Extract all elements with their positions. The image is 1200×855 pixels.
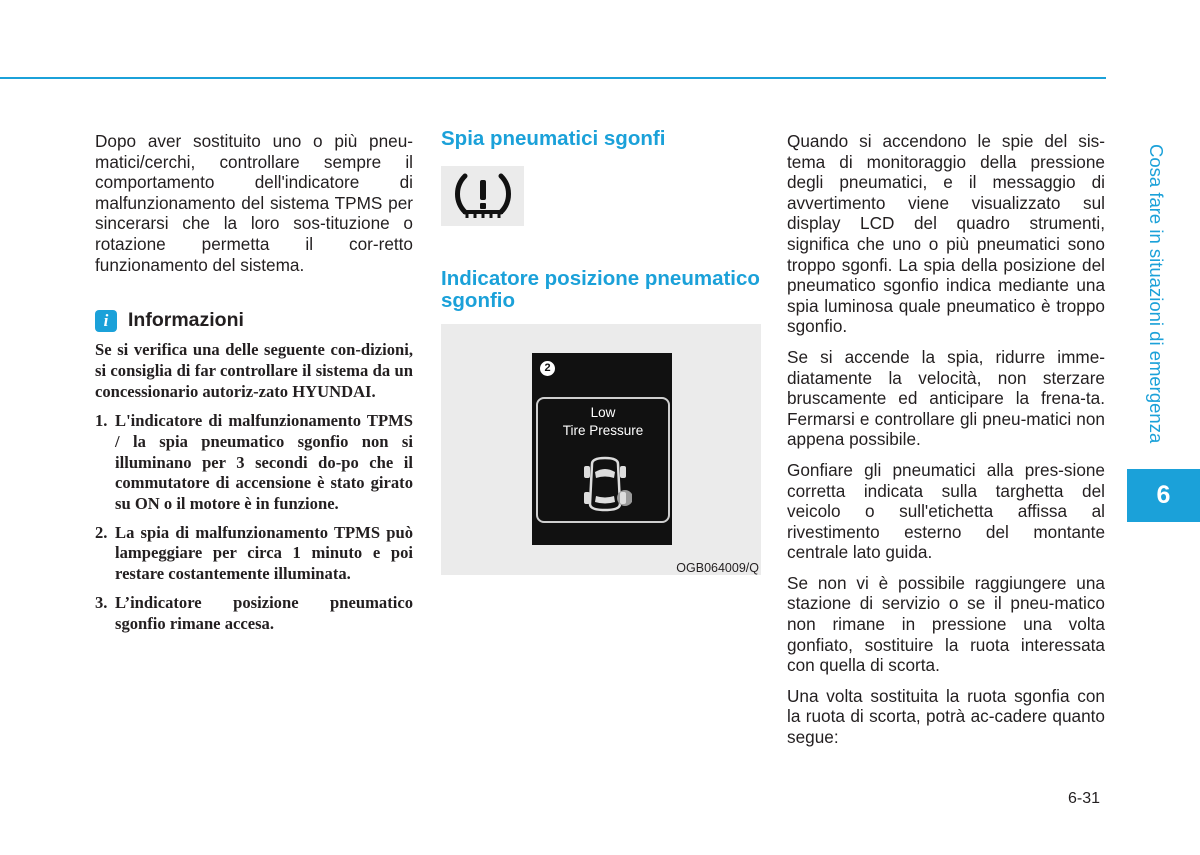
chapter-number-tab: 6: [1127, 469, 1200, 522]
page-number: 6-31: [1068, 790, 1101, 807]
list-item: [95, 523, 413, 585]
column-left: [95, 131, 413, 642]
info-list: [95, 411, 413, 634]
header-rule: [0, 77, 1106, 79]
car-top-view-icon: [578, 456, 632, 512]
lcd-display: [532, 353, 672, 545]
column-right: [787, 131, 1105, 758]
column-middle: [441, 128, 761, 575]
section-title-low-tire-light: Spia pneumatici sgonfi: [441, 127, 666, 150]
figure-code: OGB064009/Q: [676, 561, 759, 575]
warning-icon-box: [441, 166, 524, 226]
callout-badge: 2: [540, 361, 555, 376]
list-item-text: L'indicatore di malfunzionamento TPMS / la spia pneumatico sgonfio non si illuminano per 3 secondi do-po che il commutatore di accensione è stato girato su ON o il motore è in funzione.: [115, 411, 413, 514]
cluster-figure: [441, 324, 761, 575]
paragraph: Se si accende la spia, ridurre imme-diatamente la velocità, non sterzare bruscamente ed anticipare la frena-ta. Fermarsi e controllare gli pneu-matici non appena possibile.: [787, 346, 1105, 450]
list-item-number: 2.: [95, 522, 108, 542]
lcd-message-line-1: Low: [590, 405, 616, 420]
list-item-number: 3.: [95, 592, 108, 612]
tire-pressure-warning-icon: [453, 172, 513, 220]
list-item: [95, 411, 413, 515]
paragraph: Una volta sostituita la ruota sgonfia con la ruota di scorta, potrà ac-cadere quanto segue:: [787, 685, 1105, 748]
paragraph: Quando si accendono le spie del sis-tema di monitoraggio della pressione degli pneumatici, e il messaggio di avvertimento viene visualizzato sul display LCD del quadro strumenti, significa che uno o più pneumatici sono troppo sgonfi. La spia della posizione del pneumatico sgonfio indica mediante una spia luminosa quale pneumatico è troppo sgonfio.: [787, 131, 1105, 337]
paragraph: Gonfiare gli pneumatici alla pres-sione corretta indicata sulla targhetta del veicolo o sull'etichetta affissa al rivestimento esterno del montante centrale lato guida.: [787, 459, 1105, 563]
info-intro: Se si verifica una delle seguente con-dizioni, si consiglia di far controllare il sistema da un concessionario autoriz-zato HYUNDAI.: [95, 340, 413, 401]
lcd-message-line-2: Tire Pressure: [562, 423, 644, 438]
info-title: Informazioni: [128, 309, 244, 332]
list-item-text: La spia di malfunzionamento TPMS può lampeggiare per circa 1 minuto e poi restare costantemente illuminata.: [115, 522, 413, 584]
list-item-number: 1.: [95, 411, 108, 431]
intro-paragraph: Dopo aver sostituito uno o più pneu-matici/cerchi, controllare sempre il comportamento dell'indicatore di malfunzionamento del sistema TPMS per sincerarsi che la loro sos-tituzione o rotazione permetta il cor-retto funzionamento del sistema.: [95, 131, 413, 275]
paragraph: Se non vi è possibile raggiungere una stazione di servizio o se il pneu-matico non rimane in pressione una volta gonfiato, sostituire la ruota interessata con quella di scorta.: [787, 572, 1105, 676]
info-heading: [95, 309, 413, 332]
lcd-message-frame: [536, 397, 670, 523]
list-item-text: L’indicatore posizione pneumatico sgonfio rimane accesa.: [115, 592, 413, 633]
list-item: [95, 593, 413, 634]
chapter-title-vertical: Cosa fare in situazioni di emergenza: [1146, 144, 1167, 444]
info-icon: i: [95, 310, 117, 332]
section-title-flat-tire-position: Indicatore posizione pneumatico sgonfio: [441, 267, 760, 312]
